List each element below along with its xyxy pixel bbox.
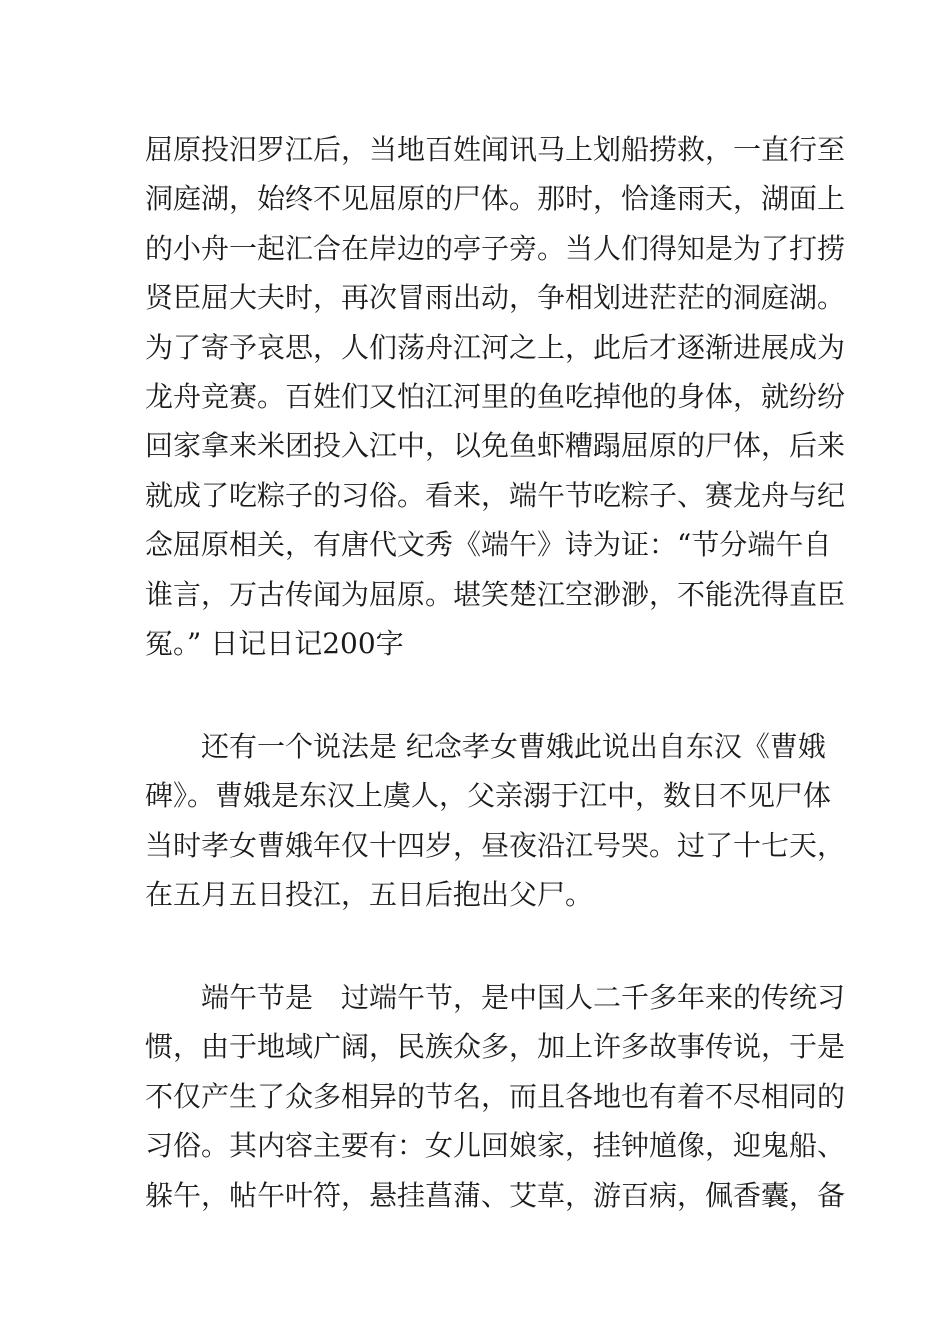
- text-line: 还有一个说法是 纪念孝女曹娥此说出自东汉《曹娥: [201, 730, 826, 763]
- text-line: 念屈原相关，有唐代文秀《端午》诗为证：“节分端午自: [145, 528, 832, 562]
- paragraph-cao-e: [145, 722, 846, 920]
- text-line: 在五月五日投江，五日后抱出父尸。: [145, 878, 594, 912]
- text-line: 就成了吃粽子的习俗。看来，端午节吃粽子、赛龙舟与纪: [145, 478, 846, 512]
- text-line: 洞庭湖，始终不见屈原的尸体。那时，恰逢雨天，湖面上: [145, 182, 846, 216]
- text-line: 龙舟竞赛。百姓们又怕江河里的鱼吃掉他的身体，就纷纷: [145, 379, 846, 413]
- text-line: 当时孝女曹娥年仅十四岁，昼夜沿江号哭。过了十七天，: [145, 828, 846, 862]
- text-line: 屈原投汨罗江后，当地百姓闻讯马上划船捞救，一直行至: [145, 133, 846, 166]
- text-line: 躲午，帖午叶符，悬挂菖蒲、艾草，游百病，佩香囊，备: [145, 1178, 846, 1212]
- text-line: 贤臣屈大夫时，再次冒雨出动，争相划进茫茫的洞庭湖。: [145, 281, 846, 315]
- text-line: 碑》。曹娥是东汉上虞人，父亲溺于江中，数日不见尸体: [145, 779, 832, 813]
- text-line: 谁言，万古传闻为屈原。堪笑楚江空渺渺，不能洗得直臣: [145, 577, 846, 611]
- text-line: 的小舟一起汇合在岸边的亭子旁。当人们得知是为了打捞: [145, 231, 846, 265]
- text-line: 冤。” 日记日记200字: [145, 626, 404, 660]
- paragraph-qu-yuan: [145, 125, 846, 668]
- text-line: 习俗。其内容主要有：女儿回娘家，挂钟馗像，迎鬼船、: [145, 1129, 846, 1163]
- paragraph-dragon-boat-customs: [145, 973, 846, 1220]
- text-line: 惯，由于地域广阔，民族众多，加上许多故事传说，于是: [145, 1030, 846, 1064]
- text-line: 不仅产生了众多相异的节名，而且各地也有着不尽相同的: [145, 1079, 846, 1113]
- text-line: 回家拿来米团投入江中，以免鱼虾糟蹋屈原的尸体，后来: [145, 429, 846, 463]
- text-line: 端午节是 过端午节，是中国人二千多年来的传统习: [201, 981, 846, 1014]
- text-line: 为了寄予哀思，人们荡舟江河之上，此后才逐渐进展成为: [145, 330, 846, 364]
